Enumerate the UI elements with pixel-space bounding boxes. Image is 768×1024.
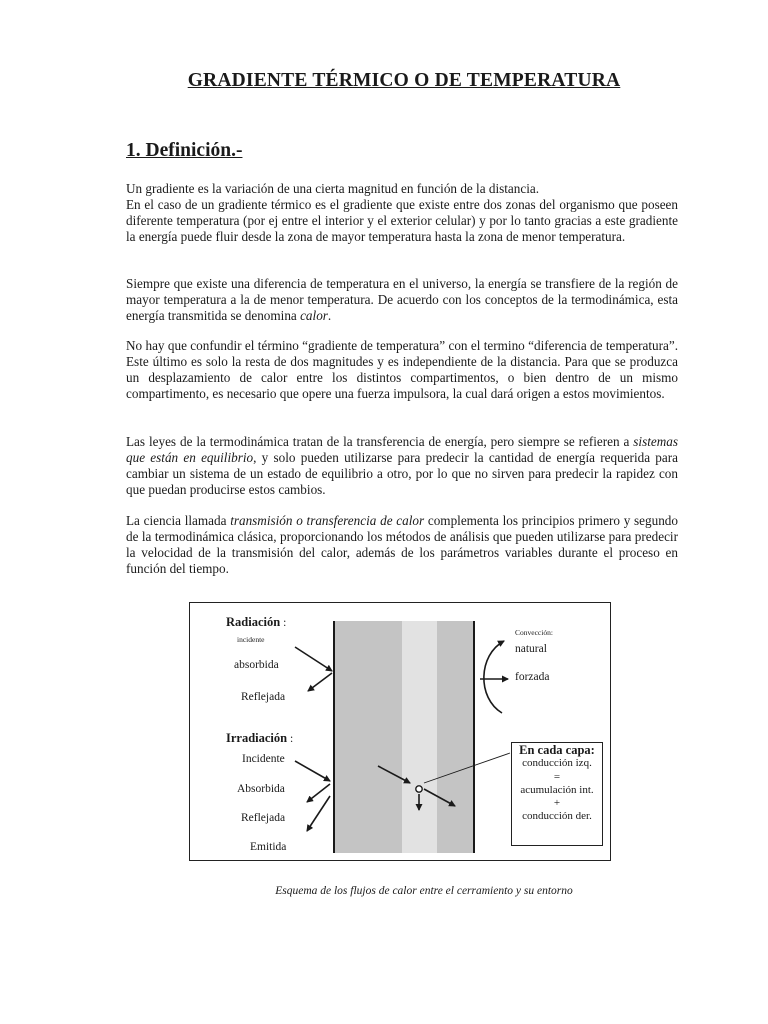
emitted-label: Emitida — [250, 841, 287, 853]
layer-balance-line-2: = — [553, 770, 561, 783]
paragraph-1-line-1: Un gradiente es la variación de una cierta magnitud en función de la distancia. — [126, 181, 540, 196]
layer-balance-title: En cada capa: — [519, 743, 595, 757]
paragraph-3: No hay que confundir el término “gradiente de temperatura” con el termino “diferencia de temperatura”. Este último es solo la resta de dos magnitudes y es independiente de la distancia. Para que se produzca un desplazamiento de calor entre los distintos compartimentos, o bien dentro de un mismo compartimento, es necesario que opere una fuerza impulsora, la cual dará origen a estos movimientos. — [126, 338, 678, 402]
irradiation-emitted-arrow — [307, 796, 330, 831]
reflected-label-1: Reflejada — [241, 691, 286, 703]
paragraph-1-line-2: En el caso de un gradiente térmico es el gradiente que existe entre dos zonas del organismo que poseen diferente temperatura (por ej entre el interior y el exterior celular) y por lo tanto gracias a este gradiente la energía puede fluir desde la zona de mayor temperatura hasta la zona de menor temperatura. — [126, 197, 678, 245]
layer-balance-line-1: conducción izq. — [522, 757, 592, 770]
radiation-label — [226, 615, 286, 630]
figure-caption: Esquema de los flujos de calor entre el cerramiento y su entorno — [275, 885, 573, 897]
radiation-reflected-arrow — [308, 673, 332, 691]
irradiation-reflected-arrow — [307, 784, 330, 802]
radiation-title: Radiación — [226, 615, 281, 629]
outer-layer-right — [437, 621, 473, 853]
paragraph-2 — [126, 276, 678, 324]
paragraph-2-italic: calor — [300, 308, 328, 324]
irradiation-incident-arrow — [295, 761, 330, 781]
natural-label: natural — [515, 643, 547, 655]
paragraph-2-end: . — [327, 308, 332, 324]
section-heading: 1. Definición.- — [126, 140, 243, 161]
paragraph-5-end: complementa los principios primero y segundo de la termodinámica clásica, proporcionando los métodos de análisis que pueden utilizarse para predecir la velocidad de la transmisión del calor, además de los parámetros variables durante el proceso en función del tiempo. — [126, 513, 678, 577]
forced-label: forzada — [515, 671, 550, 683]
radiation-incident-arrow — [295, 647, 332, 671]
heat-flow-figure — [189, 602, 611, 861]
incident-label-2: Incidente — [242, 753, 285, 765]
layer-balance-line-4: + — [553, 797, 561, 810]
layer-balance-box — [511, 742, 603, 846]
paragraph-5-text: La ciencia llamada — [126, 513, 231, 528]
control-point — [416, 786, 422, 792]
paragraph-2-text: Siempre que existe una diferencia de temperatura en el universo, la energía se transfiere de la región de mayor temperatura a la de menor temperatura. De acuerdo con los conceptos de la termodinámica, esta energía transmitida se denomina — [126, 276, 678, 324]
layer-balance-line-5: conducción der. — [522, 810, 592, 823]
paragraph-4-text: Las leyes de la termodinámica tratan de la transferencia de energía, pero siempre se refieren a — [126, 434, 634, 449]
irradiation-label — [226, 731, 293, 746]
paragraph-1 — [126, 181, 678, 245]
incident-small-label: incidente — [237, 635, 265, 644]
paragraph-5 — [126, 513, 678, 577]
paragraph-5-italic: transmisión o transferencia de calor — [230, 513, 425, 528]
convection-label: Convección: — [515, 628, 553, 637]
paragraph-4-italic: sistemas que están en equilibrio — [126, 434, 678, 466]
layer-balance-line-3: acumulación int. — [520, 783, 594, 796]
radiation-colon: : — [280, 617, 287, 629]
reflected-label-2: Reflejada — [241, 812, 286, 824]
paragraph-4 — [126, 434, 678, 498]
irradiation-title: Irradiación — [226, 731, 288, 745]
absorbed-label-1: absorbida — [234, 659, 279, 671]
convection-natural-arrow — [484, 641, 504, 713]
absorbed-label-2: Absorbida — [237, 783, 285, 795]
page-title: GRADIENTE TÉRMICO O DE TEMPERATURA — [187, 70, 621, 91]
paragraph-4-end: , y solo pueden utilizarse para predecir la cantidad de energía requerida para cambiar un sistema de un estado de equilibrio a otro, por lo que no sirven para predecir la rapidez con que puedan producirse estos cambios. — [126, 450, 678, 498]
inner-layer — [402, 621, 437, 853]
irradiation-colon: : — [287, 733, 294, 745]
outer-layer-left — [335, 621, 402, 853]
